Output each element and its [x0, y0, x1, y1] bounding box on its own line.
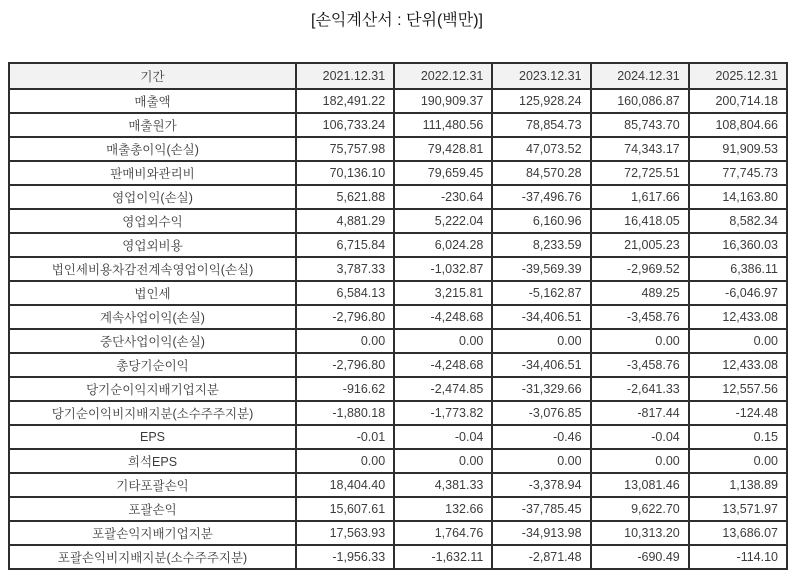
value-cell: -0.04 [394, 425, 492, 449]
value-cell: 47,073.52 [492, 137, 590, 161]
header-period-label: 기간 [9, 63, 296, 89]
value-cell: 0.00 [296, 449, 394, 473]
value-cell: 6,386.11 [689, 257, 787, 281]
table-row [9, 497, 787, 521]
value-cell: -39,569.39 [492, 257, 590, 281]
value-cell: 12,557.56 [689, 377, 787, 401]
value-cell: 8,582.34 [689, 209, 787, 233]
value-cell: -31,329.66 [492, 377, 590, 401]
value-cell: -0.01 [296, 425, 394, 449]
value-cell: 13,081.46 [591, 473, 689, 497]
value-cell: 3,787.33 [296, 257, 394, 281]
value-cell: 125,928.24 [492, 89, 590, 113]
value-cell: -0.04 [591, 425, 689, 449]
table-row [9, 185, 787, 209]
table-body [9, 89, 787, 569]
page-title: [손익계산서 : 단위(백만)] [311, 12, 483, 29]
value-cell: 78,854.73 [492, 113, 590, 137]
table-row [9, 449, 787, 473]
value-cell: 0.00 [689, 449, 787, 473]
value-cell: -2,796.80 [296, 353, 394, 377]
value-cell: -6,046.97 [689, 281, 787, 305]
value-cell: 489.25 [591, 281, 689, 305]
value-cell: 84,570.28 [492, 161, 590, 185]
value-cell: -1,032.87 [394, 257, 492, 281]
row-label: 매출원가 [9, 113, 296, 137]
value-cell: 6,024.28 [394, 233, 492, 257]
row-label: 매출액 [9, 89, 296, 113]
value-cell: 1,138.89 [689, 473, 787, 497]
row-label: 희석EPS [9, 449, 296, 473]
value-cell: -817.44 [591, 401, 689, 425]
value-cell: 0.00 [591, 449, 689, 473]
income-statement-table [8, 62, 788, 570]
value-cell: 70,136.10 [296, 161, 394, 185]
value-cell: -124.48 [689, 401, 787, 425]
value-cell: -37,496.76 [492, 185, 590, 209]
table-row [9, 137, 787, 161]
table-row [9, 281, 787, 305]
value-cell: -4,248.68 [394, 305, 492, 329]
header-row [9, 63, 787, 89]
value-cell: 4,881.29 [296, 209, 394, 233]
table-row [9, 209, 787, 233]
value-cell: 13,571.97 [689, 497, 787, 521]
value-cell: 8,233.59 [492, 233, 590, 257]
value-cell: -1,773.82 [394, 401, 492, 425]
table-row [9, 161, 787, 185]
table-row [9, 233, 787, 257]
value-cell: -2,969.52 [591, 257, 689, 281]
value-cell: 0.00 [492, 329, 590, 353]
value-cell: 108,804.66 [689, 113, 787, 137]
value-cell: -4,248.68 [394, 353, 492, 377]
value-cell: -3,458.76 [591, 353, 689, 377]
value-cell: 85,743.70 [591, 113, 689, 137]
value-cell: 111,480.56 [394, 113, 492, 137]
value-cell: 72,725.51 [591, 161, 689, 185]
value-cell: 3,215.81 [394, 281, 492, 305]
value-cell: -34,406.51 [492, 305, 590, 329]
row-label: 계속사업이익(손실) [9, 305, 296, 329]
value-cell: -5,162.87 [492, 281, 590, 305]
value-cell: 106,733.24 [296, 113, 394, 137]
row-label: 법인세비용차감전계속영업이익(손실) [9, 257, 296, 281]
table-row [9, 425, 787, 449]
value-cell: 182,491.22 [296, 89, 394, 113]
value-cell: 16,360.03 [689, 233, 787, 257]
row-label: 당기순이익비지배지분(소수주주지분) [9, 401, 296, 425]
value-cell: 18,404.40 [296, 473, 394, 497]
table-row [9, 521, 787, 545]
value-cell: 6,160.96 [492, 209, 590, 233]
row-label: 기타포괄손익 [9, 473, 296, 497]
value-cell: -114.10 [689, 545, 787, 569]
value-cell: 0.15 [689, 425, 787, 449]
value-cell: -3,076.85 [492, 401, 590, 425]
value-cell: 9,622.70 [591, 497, 689, 521]
row-label: 중단사업이익(손실) [9, 329, 296, 353]
value-cell: -916.62 [296, 377, 394, 401]
header-period-2025: 2025.12.31 [689, 63, 787, 89]
table-row [9, 113, 787, 137]
value-cell: -1,880.18 [296, 401, 394, 425]
value-cell: 15,607.61 [296, 497, 394, 521]
row-label: 법인세 [9, 281, 296, 305]
row-label: 총당기순이익 [9, 353, 296, 377]
value-cell: 14,163.80 [689, 185, 787, 209]
row-label: 당기순이익지배기업지분 [9, 377, 296, 401]
value-cell: 75,757.98 [296, 137, 394, 161]
row-label: 포괄손익지배기업지분 [9, 521, 296, 545]
row-label: 영업외수익 [9, 209, 296, 233]
value-cell: 0.00 [492, 449, 590, 473]
value-cell: 6,584.13 [296, 281, 394, 305]
value-cell: -2,796.80 [296, 305, 394, 329]
value-cell: -2,871.48 [492, 545, 590, 569]
value-cell: 17,563.93 [296, 521, 394, 545]
value-cell: -2,641.33 [591, 377, 689, 401]
value-cell: 12,433.08 [689, 353, 787, 377]
row-label: 매출총이익(손실) [9, 137, 296, 161]
income-statement-page [0, 10, 794, 570]
value-cell: -37,785.45 [492, 497, 590, 521]
header-period-2024: 2024.12.31 [591, 63, 689, 89]
value-cell: 77,745.73 [689, 161, 787, 185]
value-cell: 79,659.45 [394, 161, 492, 185]
value-cell: 0.00 [591, 329, 689, 353]
value-cell: 5,222.04 [394, 209, 492, 233]
row-label: 영업이익(손실) [9, 185, 296, 209]
value-cell: 5,621.88 [296, 185, 394, 209]
value-cell: 1,764.76 [394, 521, 492, 545]
header-period-2021: 2021.12.31 [296, 63, 394, 89]
table-row [9, 377, 787, 401]
value-cell: -230.64 [394, 185, 492, 209]
header-period-2023: 2023.12.31 [492, 63, 590, 89]
row-label: 포괄손익 [9, 497, 296, 521]
value-cell: 79,428.81 [394, 137, 492, 161]
value-cell: 0.00 [394, 329, 492, 353]
value-cell: 0.00 [394, 449, 492, 473]
table-row [9, 329, 787, 353]
table-row [9, 545, 787, 569]
value-cell: 6,715.84 [296, 233, 394, 257]
value-cell: -34,913.98 [492, 521, 590, 545]
value-cell: 12,433.08 [689, 305, 787, 329]
value-cell: 21,005.23 [591, 233, 689, 257]
value-cell: 160,086.87 [591, 89, 689, 113]
value-cell: 13,686.07 [689, 521, 787, 545]
value-cell: -3,378.94 [492, 473, 590, 497]
value-cell: 190,909.37 [394, 89, 492, 113]
value-cell: -1,956.33 [296, 545, 394, 569]
table-row [9, 89, 787, 113]
value-cell: 10,313.20 [591, 521, 689, 545]
value-cell: -690.49 [591, 545, 689, 569]
value-cell: 0.00 [296, 329, 394, 353]
row-label: 영업외비용 [9, 233, 296, 257]
table-row [9, 257, 787, 281]
value-cell: -34,406.51 [492, 353, 590, 377]
value-cell: -3,458.76 [591, 305, 689, 329]
value-cell: 16,418.05 [591, 209, 689, 233]
table-row [9, 473, 787, 497]
value-cell: -1,632.11 [394, 545, 492, 569]
row-label: 판매비와관리비 [9, 161, 296, 185]
value-cell: -0.46 [492, 425, 590, 449]
table-row [9, 305, 787, 329]
header-period-2022: 2022.12.31 [394, 63, 492, 89]
table-row [9, 401, 787, 425]
value-cell: 4,381.33 [394, 473, 492, 497]
value-cell: 200,714.18 [689, 89, 787, 113]
table-row [9, 353, 787, 377]
value-cell: 1,617.66 [591, 185, 689, 209]
value-cell: 91,909.53 [689, 137, 787, 161]
value-cell: -2,474.85 [394, 377, 492, 401]
row-label: EPS [9, 425, 296, 449]
row-label: 포괄손익비지배지분(소수주주지분) [9, 545, 296, 569]
value-cell: 74,343.17 [591, 137, 689, 161]
value-cell: 132.66 [394, 497, 492, 521]
value-cell: 0.00 [689, 329, 787, 353]
